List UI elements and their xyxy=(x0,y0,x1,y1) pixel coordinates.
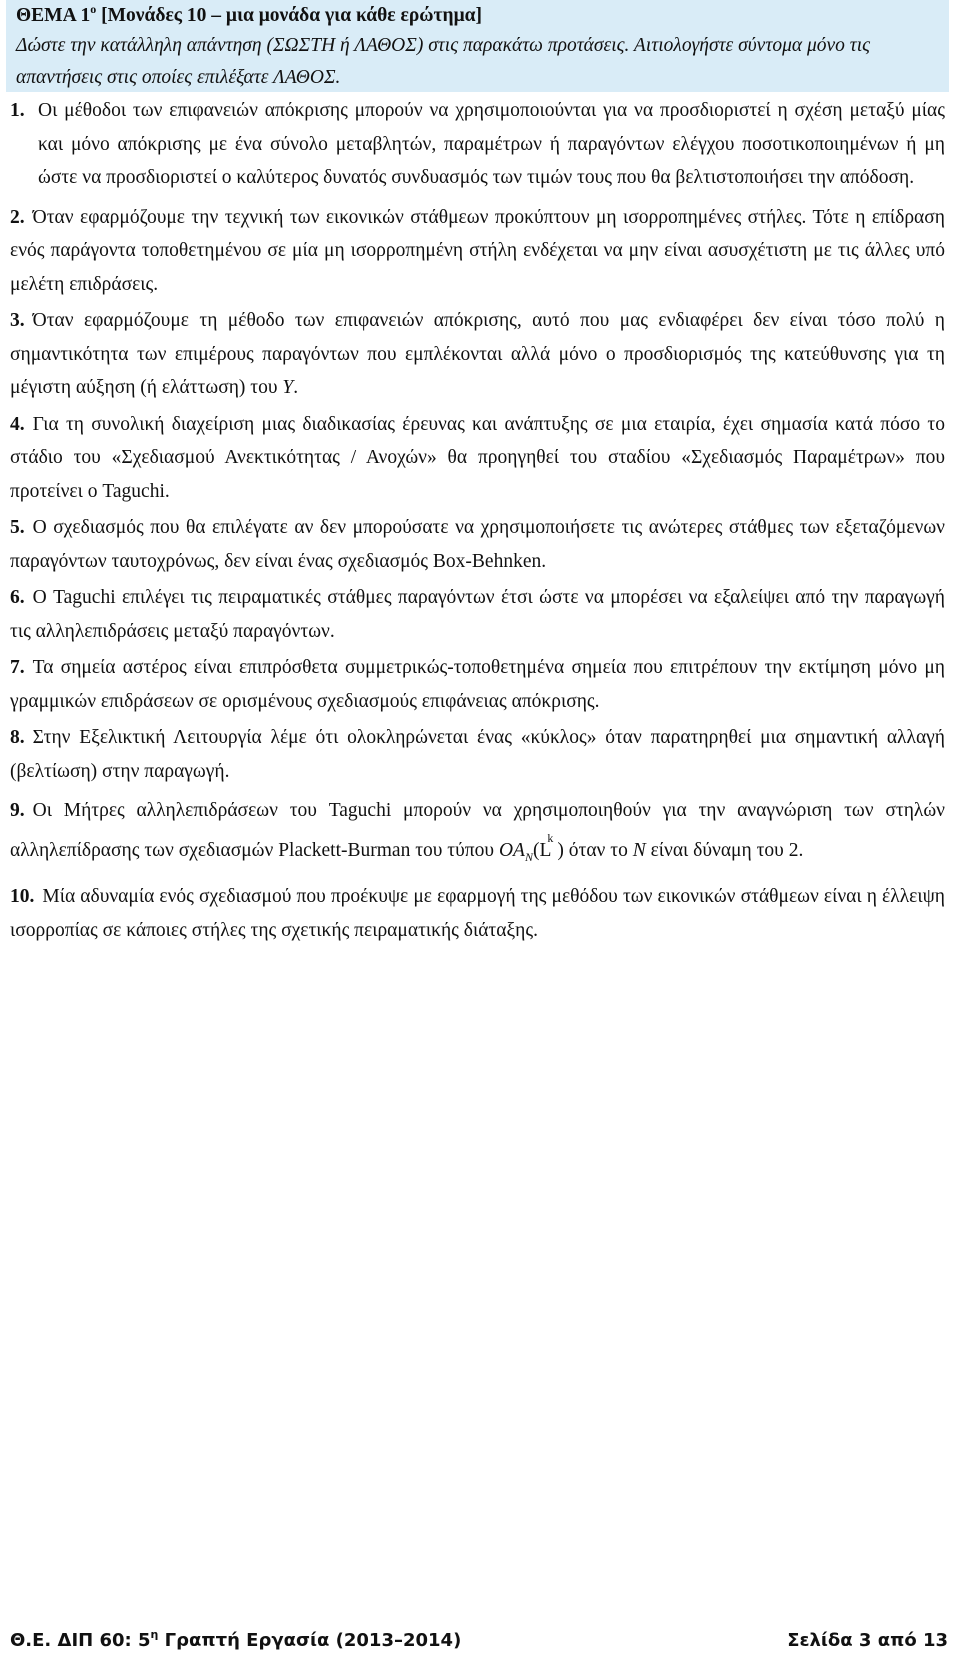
question-text-end: . xyxy=(293,377,299,398)
math-variable: Y xyxy=(282,377,294,398)
question-number: 4. xyxy=(10,413,25,435)
question-item xyxy=(10,408,945,509)
question-number: 2. xyxy=(10,206,25,228)
question-number: 6. xyxy=(10,587,25,608)
question-item xyxy=(10,791,945,877)
question-text: Οι μέθοδοι των επιφανειών απόκρισης μπορούν να χρησιμοποιούνται για να προσδιοριστεί η σχέση μεταξύ μίας και μόνο απόκρισης με ένα σύνολο μεταβλητών, παραμέτρων ή παραγόντων ελέγχου ποσοτικοποιημένων ή μη ώστε να προσδιοριστεί ο καλύτερος δυνατός συνδυασμός των τιμών τους που θα βελτιστοποιήσει την απόδοση. xyxy=(38,100,945,188)
question-text: Όταν εφαρμόζουμε την τεχνική των εικονικών στάθμεων προκύπτουν μη ισορροπημένες στήλες. Τότε η επίδραση ενός παράγοντα τοποθετημένου σε μία μη ισορροπημένη στήλη ενδέχεται να μην είναι ασυσχέτιστη με τις άλλες υπό μελέτη επιδράσεις. xyxy=(10,206,945,295)
question-item xyxy=(10,511,945,578)
question-number: 5. xyxy=(10,517,25,538)
question-text: Για τη συνολική διαχείριση μιας διαδικασίας έρευνας και ανάπτυξης σε μια εταιρία, έχει σημασία κατά πόσο το στάδιο του «Σχεδιασμού Ανεκτικότητας / Ανοχών» θα προηγηθεί του σταδίου «Σχεδιασμός Παραμέτρων» που προτείνει ο Taguchi. xyxy=(10,413,945,502)
question-text-mid: όταν το xyxy=(563,840,633,861)
title-superscript: ο xyxy=(90,2,97,16)
question-number: 7. xyxy=(10,657,25,678)
question-item xyxy=(10,304,945,405)
question-item xyxy=(10,94,945,195)
title-marks: [Μονάδες 10 – μια μονάδα για κάθε ερώτημα] xyxy=(96,5,483,26)
question-header-box xyxy=(6,0,949,92)
math-subscript: N xyxy=(524,850,533,864)
page-footer xyxy=(10,1630,948,1656)
question-item xyxy=(10,721,945,788)
question-number: 8. xyxy=(10,727,25,748)
question-text: Στην Εξελικτική Λειτουργία λέμε ότι ολοκληρώνεται ένας «κύκλος» όταν παρατηρηθεί μια σημαντική αλλαγή (βελτίωση) στην παραγωγή. xyxy=(10,727,945,782)
question-list xyxy=(10,94,945,947)
question-item xyxy=(10,651,945,718)
page-number: Σελίδα 3 από 13 xyxy=(787,1630,948,1651)
footer-superscript: η xyxy=(150,1628,159,1641)
question-number: 1. xyxy=(10,100,25,121)
math-superscript: k xyxy=(547,831,554,845)
question-item xyxy=(10,201,945,302)
question-item xyxy=(10,581,945,648)
question-number: 3. xyxy=(10,310,25,331)
question-text: Ο Taguchi επιλέγει τις πειραματικές στάθμες παραγόντων έτσι ώστε να μπορέσει να εξαλείψει από την παραγωγή τις αλληλεπιδράσεις μεταξύ παραγόντων. xyxy=(10,587,945,642)
math-variable: N xyxy=(632,840,646,861)
question-number: 10. xyxy=(10,886,35,907)
footer-course xyxy=(10,1630,461,1651)
footer-course-title: Γραπτή Εργασία (2013–2014) xyxy=(158,1630,462,1651)
footer-course-text: Θ.Ε. ΔΙΠ 60: 5 xyxy=(10,1630,151,1651)
math-close: ) xyxy=(557,840,564,861)
question-text-end: είναι δύναμη του 2. xyxy=(645,840,804,861)
question-item xyxy=(10,880,945,947)
math-oa: OA xyxy=(498,840,525,861)
question-text: Οι Μήτρες αλληλεπιδράσεων του Taguchi μπορούν να χρησιμοποιηθούν για την αναγνώριση των στηλών αλληλεπίδρασης των σχεδιασμών Plackett-Burman του τύπου xyxy=(10,800,945,861)
section-title xyxy=(16,4,482,29)
question-text: Τα σημεία αστέρος είναι επιπρόσθετα συμμετρικώς-τοποθετημένα σημεία που επιτρέπουν την εκτίμηση μόνο μη γραμμικών επιδράσεων σε ορισμένους σχεδιασμούς επιφάνειας απόκρισης. xyxy=(10,657,945,712)
math-paren: (L xyxy=(532,840,552,861)
question-text: Μία αδυναμία ενός σχεδιασμού που προέκυψε με εφαρμογή της μεθόδου των εικονικών στάθμεων είναι η έλλειψη ισορροπίας σε κάποιες στήλες της σχετικής πειραματικής διάταξης. xyxy=(10,886,945,941)
question-text: Όταν εφαρμόζουμε τη μέθοδο των επιφανειών απόκρισης, αυτό που μας ενδιαφέρει δεν είναι τόσο πολύ η σημαντικότητα των επιμέρους παραγόντων που εμπλέκονται αλλά μόνο ο προσδιορισμός της κατεύθυνσης για τη μέγιστη αύξηση (ή ελάττωση) του xyxy=(10,310,945,398)
question-text: Ο σχεδιασμός που θα επιλέγατε αν δεν μπορούσατε να χρησιμοποιήσετε τις ανώτερες στάθμες των εξεταζόμενων παραγόντων ταυτοχρόνως, δεν είναι ένας σχεδιασμός Box-Behnken. xyxy=(10,517,945,572)
title-text: ΘΕΜΑ 1 xyxy=(16,5,91,26)
question-number: 9. xyxy=(10,800,25,821)
instructions: Δώστε την κατάλληλη απάντηση (ΣΩΣΤΗ ή ΛΑΘΟΣ) στις παρακάτω προτάσεις. Αιτιολογήστε σύντομα μόνο τις απαντήσεις στις οποίες επιλέξατε ΛΑΘΟΣ. xyxy=(16,35,871,88)
